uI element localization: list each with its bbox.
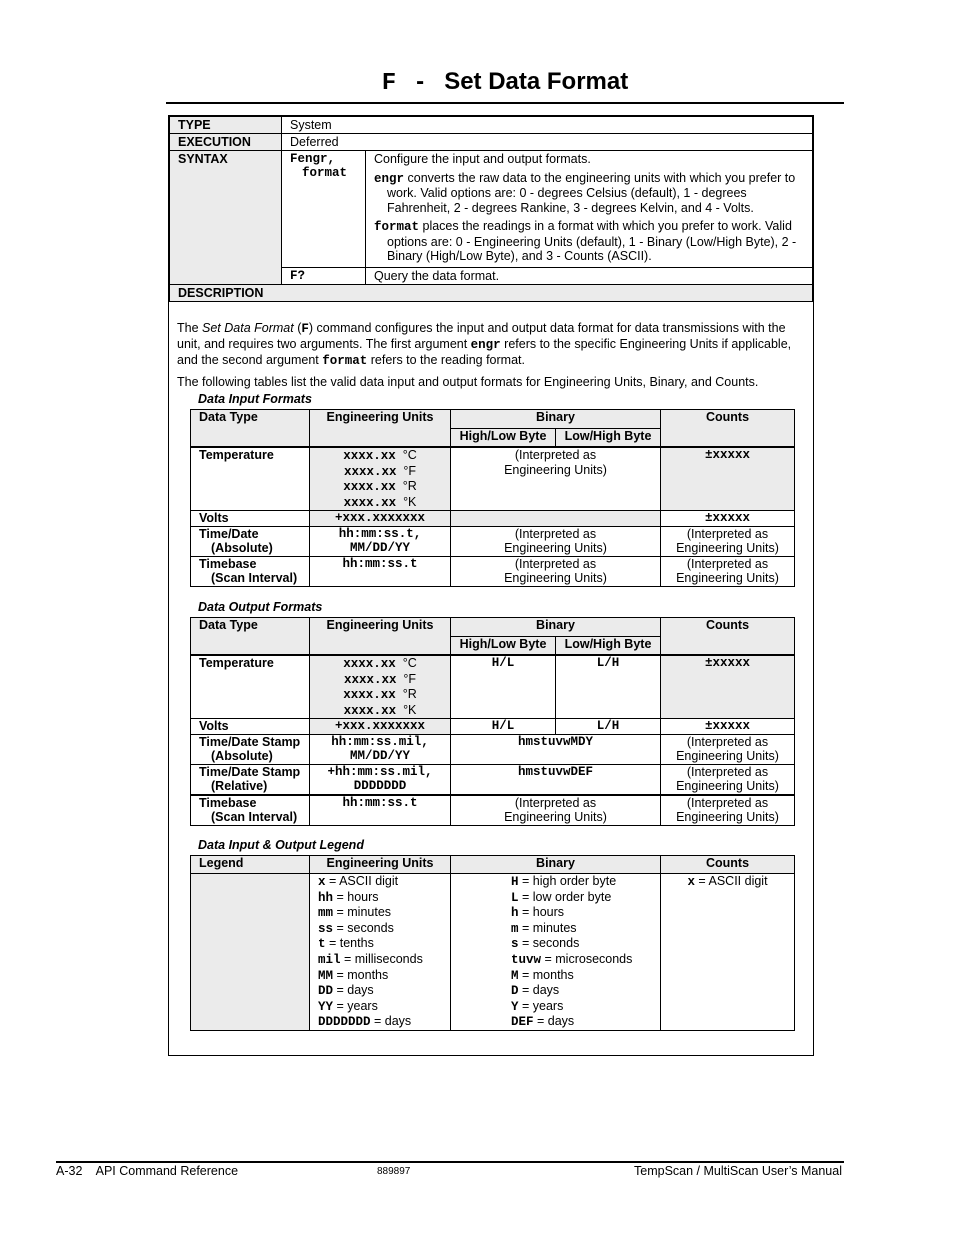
output-volts-eng: +xxx.xxxxxxx (310, 719, 451, 735)
list-item: DD = days (318, 983, 374, 999)
input-temp-eng: xxxx.xx °C xxxx.xx °F xxxx.xx °R xxxx.xx °K (310, 447, 451, 511)
format-text: places the readings in a format with which you prefer to work. Valid options are: 0 - Engineering Units (default), 1 - Binary (Low/High Byte), 2 - Binary (High/Low Byte), and 3 - Counts (ASCII). (387, 219, 797, 263)
list-item: DDDDDDD = days (318, 1014, 412, 1030)
command-table (169, 116, 813, 302)
input-hdr-datatype: Data Type (191, 410, 310, 448)
input-volts: Volts (191, 511, 310, 527)
execution-value: Deferred (282, 134, 813, 151)
legend-eng-list (310, 874, 451, 1031)
list-item: h = hours (511, 905, 565, 921)
list-item: mil = milliseconds (318, 951, 423, 967)
syntax1-desc: Configure the input and output formats. (374, 152, 591, 166)
input-timebase: Timebase (Scan Interval) (191, 556, 310, 586)
legend-caption: Data Input & Output Legend (198, 838, 364, 852)
input-timedate-counts: (Interpreted as Engineering Units) (661, 526, 795, 556)
legend-bin-list (451, 874, 661, 1031)
output-caption: Data Output Formats (198, 600, 323, 614)
title-text: Set Data Format (444, 68, 629, 95)
list-item: M = months (511, 967, 574, 983)
output-temp-eng: xxxx.xx °C xxxx.xx °F xxxx.xx °R xxxx.xx °K (310, 655, 451, 719)
legend-hdr-eng: Engineering Units (310, 856, 451, 874)
output-temperature: Temperature (191, 655, 310, 719)
input-timebase-eng: hh:mm:ss.t (310, 556, 451, 586)
table-row (191, 874, 795, 1031)
output-timebase: Timebase (Scan Interval) (191, 795, 310, 826)
title-separator: - (416, 68, 425, 95)
table-row (191, 556, 795, 586)
legend-cnt-list (661, 874, 795, 1031)
syntax1-cell (282, 151, 366, 268)
input-volts-counts: ±xxxxx (661, 511, 795, 527)
command-frame (168, 115, 814, 1056)
input-timedate: Time/Date (Absolute) (191, 526, 310, 556)
legend-hdr-binary: Binary (451, 856, 661, 874)
input-hdr-counts: Counts (661, 410, 795, 448)
type-value: System (282, 117, 813, 134)
syntax-label: SYNTAX (170, 151, 282, 285)
footer-center: 889897 (377, 1166, 411, 1177)
list-item: t = tenths (318, 936, 374, 952)
output-volts-counts: ±xxxxx (661, 719, 795, 735)
table-row (191, 655, 795, 719)
description-p2: The following tables list the valid data input and output formats for Engineering Units, Binary, and Counts. (177, 375, 759, 389)
list-item: m = minutes (511, 920, 577, 936)
list-item: ss = seconds (318, 920, 394, 936)
syntax2-desc: Query the data format. (366, 267, 813, 284)
description-p1: The Set Data Format (F) command configures the input and output data format for data transmissions with the unit, and requires two arguments. The first argument engr refers to the specific Engineering Units if applicable, and the second argument format refers to the reading format. (177, 321, 792, 368)
output-tds-abs-counts: (Interpreted as Engineering Units) (661, 734, 795, 764)
output-timebase-eng: hh:mm:ss.t (310, 795, 451, 826)
output-tds-abs-binary: hmstuvwMDY (451, 734, 661, 764)
description-label: DESCRIPTION (170, 284, 813, 301)
legend-hdr-counts: Counts (661, 856, 795, 874)
input-timedate-eng: hh:mm:ss.t, MM/DD/YY (310, 526, 451, 556)
list-item: tuvw = microseconds (511, 951, 633, 967)
output-tds-rel-eng: +hh:mm:ss.mil, DDDDDDD (310, 764, 451, 795)
table-row (191, 511, 795, 527)
output-hdr-highlow: High/Low Byte (451, 637, 556, 656)
page-title (0, 68, 954, 97)
output-hdr-datatype: Data Type (191, 618, 310, 656)
table-row (191, 764, 795, 795)
syntax2-cmd: F? (282, 267, 366, 284)
table-row (191, 447, 795, 511)
list-item: mm = minutes (318, 905, 392, 921)
list-item: s = seconds (511, 936, 580, 952)
command-letter: F (381, 70, 397, 97)
format-name: format (374, 220, 420, 234)
input-hdr-eng: Engineering Units (310, 410, 451, 448)
input-temp-counts: ±xxxxx (661, 447, 795, 511)
output-hdr-counts: Counts (661, 618, 795, 656)
output-volts-hl: H/L (451, 719, 556, 735)
input-timebase-counts: (Interpreted as Engineering Units) (661, 556, 795, 586)
output-timebase-counts: (Interpreted as Engineering Units) (661, 795, 795, 826)
input-timebase-binary: (Interpreted as Engineering Units) (451, 556, 661, 586)
input-timedate-binary: (Interpreted as Engineering Units) (451, 526, 661, 556)
syntax1-desc-cell (366, 151, 813, 268)
output-temp-lh: L/H (556, 655, 661, 719)
output-tds-rel-binary: hmstuvwDEF (451, 764, 661, 795)
engr-text: converts the raw data to the engineering units with which you prefer to work. Valid options are: 0 - degrees Celsius (default), 1 - degrees Fahrenheit, 2 - degrees Rankine, 3 - degrees Kelvin, and 4 - Volts. (387, 170, 796, 215)
output-tds-rel-counts: (Interpreted as Engineering Units) (661, 764, 795, 795)
legend-table (190, 855, 795, 1031)
list-item: H = high order byte (511, 874, 617, 889)
footer-right: TempScan / MultiScan User’s Manual (634, 1164, 842, 1178)
list-item: x = ASCII digit (687, 874, 768, 889)
list-item: YY = years (318, 998, 378, 1014)
output-volts-lh: L/H (556, 719, 661, 735)
input-temperature: Temperature (191, 447, 310, 511)
list-item: hh = hours (318, 889, 379, 905)
output-temp-counts: ±xxxxx (661, 655, 795, 719)
input-caption: Data Input Formats (198, 392, 312, 406)
input-volts-eng: +xxx.xxxxxxx (310, 511, 451, 527)
input-hdr-highlow: High/Low Byte (451, 429, 556, 448)
list-item: L = low order byte (511, 889, 612, 905)
list-item: MM = months (318, 967, 389, 983)
legend-hdr-legend: Legend (191, 856, 310, 874)
table-row (191, 526, 795, 556)
output-hdr-lowhigh: Low/High Byte (556, 637, 661, 656)
output-tds-abs: Time/Date Stamp (Absolute) (191, 734, 310, 764)
output-hdr-binary: Binary (451, 618, 661, 637)
list-item: DEF = days (511, 1014, 575, 1030)
input-hdr-lowhigh: Low/High Byte (556, 429, 661, 448)
execution-label: EXECUTION (170, 134, 282, 151)
output-tds-abs-eng: hh:mm:ss.mil, MM/DD/YY (310, 734, 451, 764)
output-table (190, 617, 795, 826)
output-volts: Volts (191, 719, 310, 735)
list-item: D = days (511, 983, 560, 999)
type-label: TYPE (170, 117, 282, 134)
input-temp-binary: (Interpreted as Engineering Units) (451, 447, 661, 511)
legend-blank (191, 874, 310, 1031)
footer-left: A-32 API Command Reference (56, 1164, 239, 1178)
title-rule (166, 102, 844, 104)
table-row (191, 795, 795, 826)
footer-rule (56, 1161, 844, 1163)
description-text (177, 321, 802, 396)
output-temp-hl: H/L (451, 655, 556, 719)
input-table (190, 409, 795, 587)
list-item: x = ASCII digit (318, 874, 399, 889)
syntax1-cmd2: format (302, 166, 348, 180)
engr-name: engr (374, 171, 405, 186)
engr-desc (374, 171, 804, 216)
input-volts-binary (451, 511, 661, 527)
output-timebase-binary: (Interpreted as Engineering Units) (451, 795, 661, 826)
table-row (191, 719, 795, 735)
format-desc (374, 219, 804, 264)
table-row (191, 734, 795, 764)
output-tds-rel: Time/Date Stamp (Relative) (191, 764, 310, 795)
list-item: Y = years (511, 998, 564, 1014)
input-hdr-binary: Binary (451, 410, 661, 429)
syntax1-cmd: Fengr, (290, 152, 336, 166)
output-hdr-eng: Engineering Units (310, 618, 451, 656)
